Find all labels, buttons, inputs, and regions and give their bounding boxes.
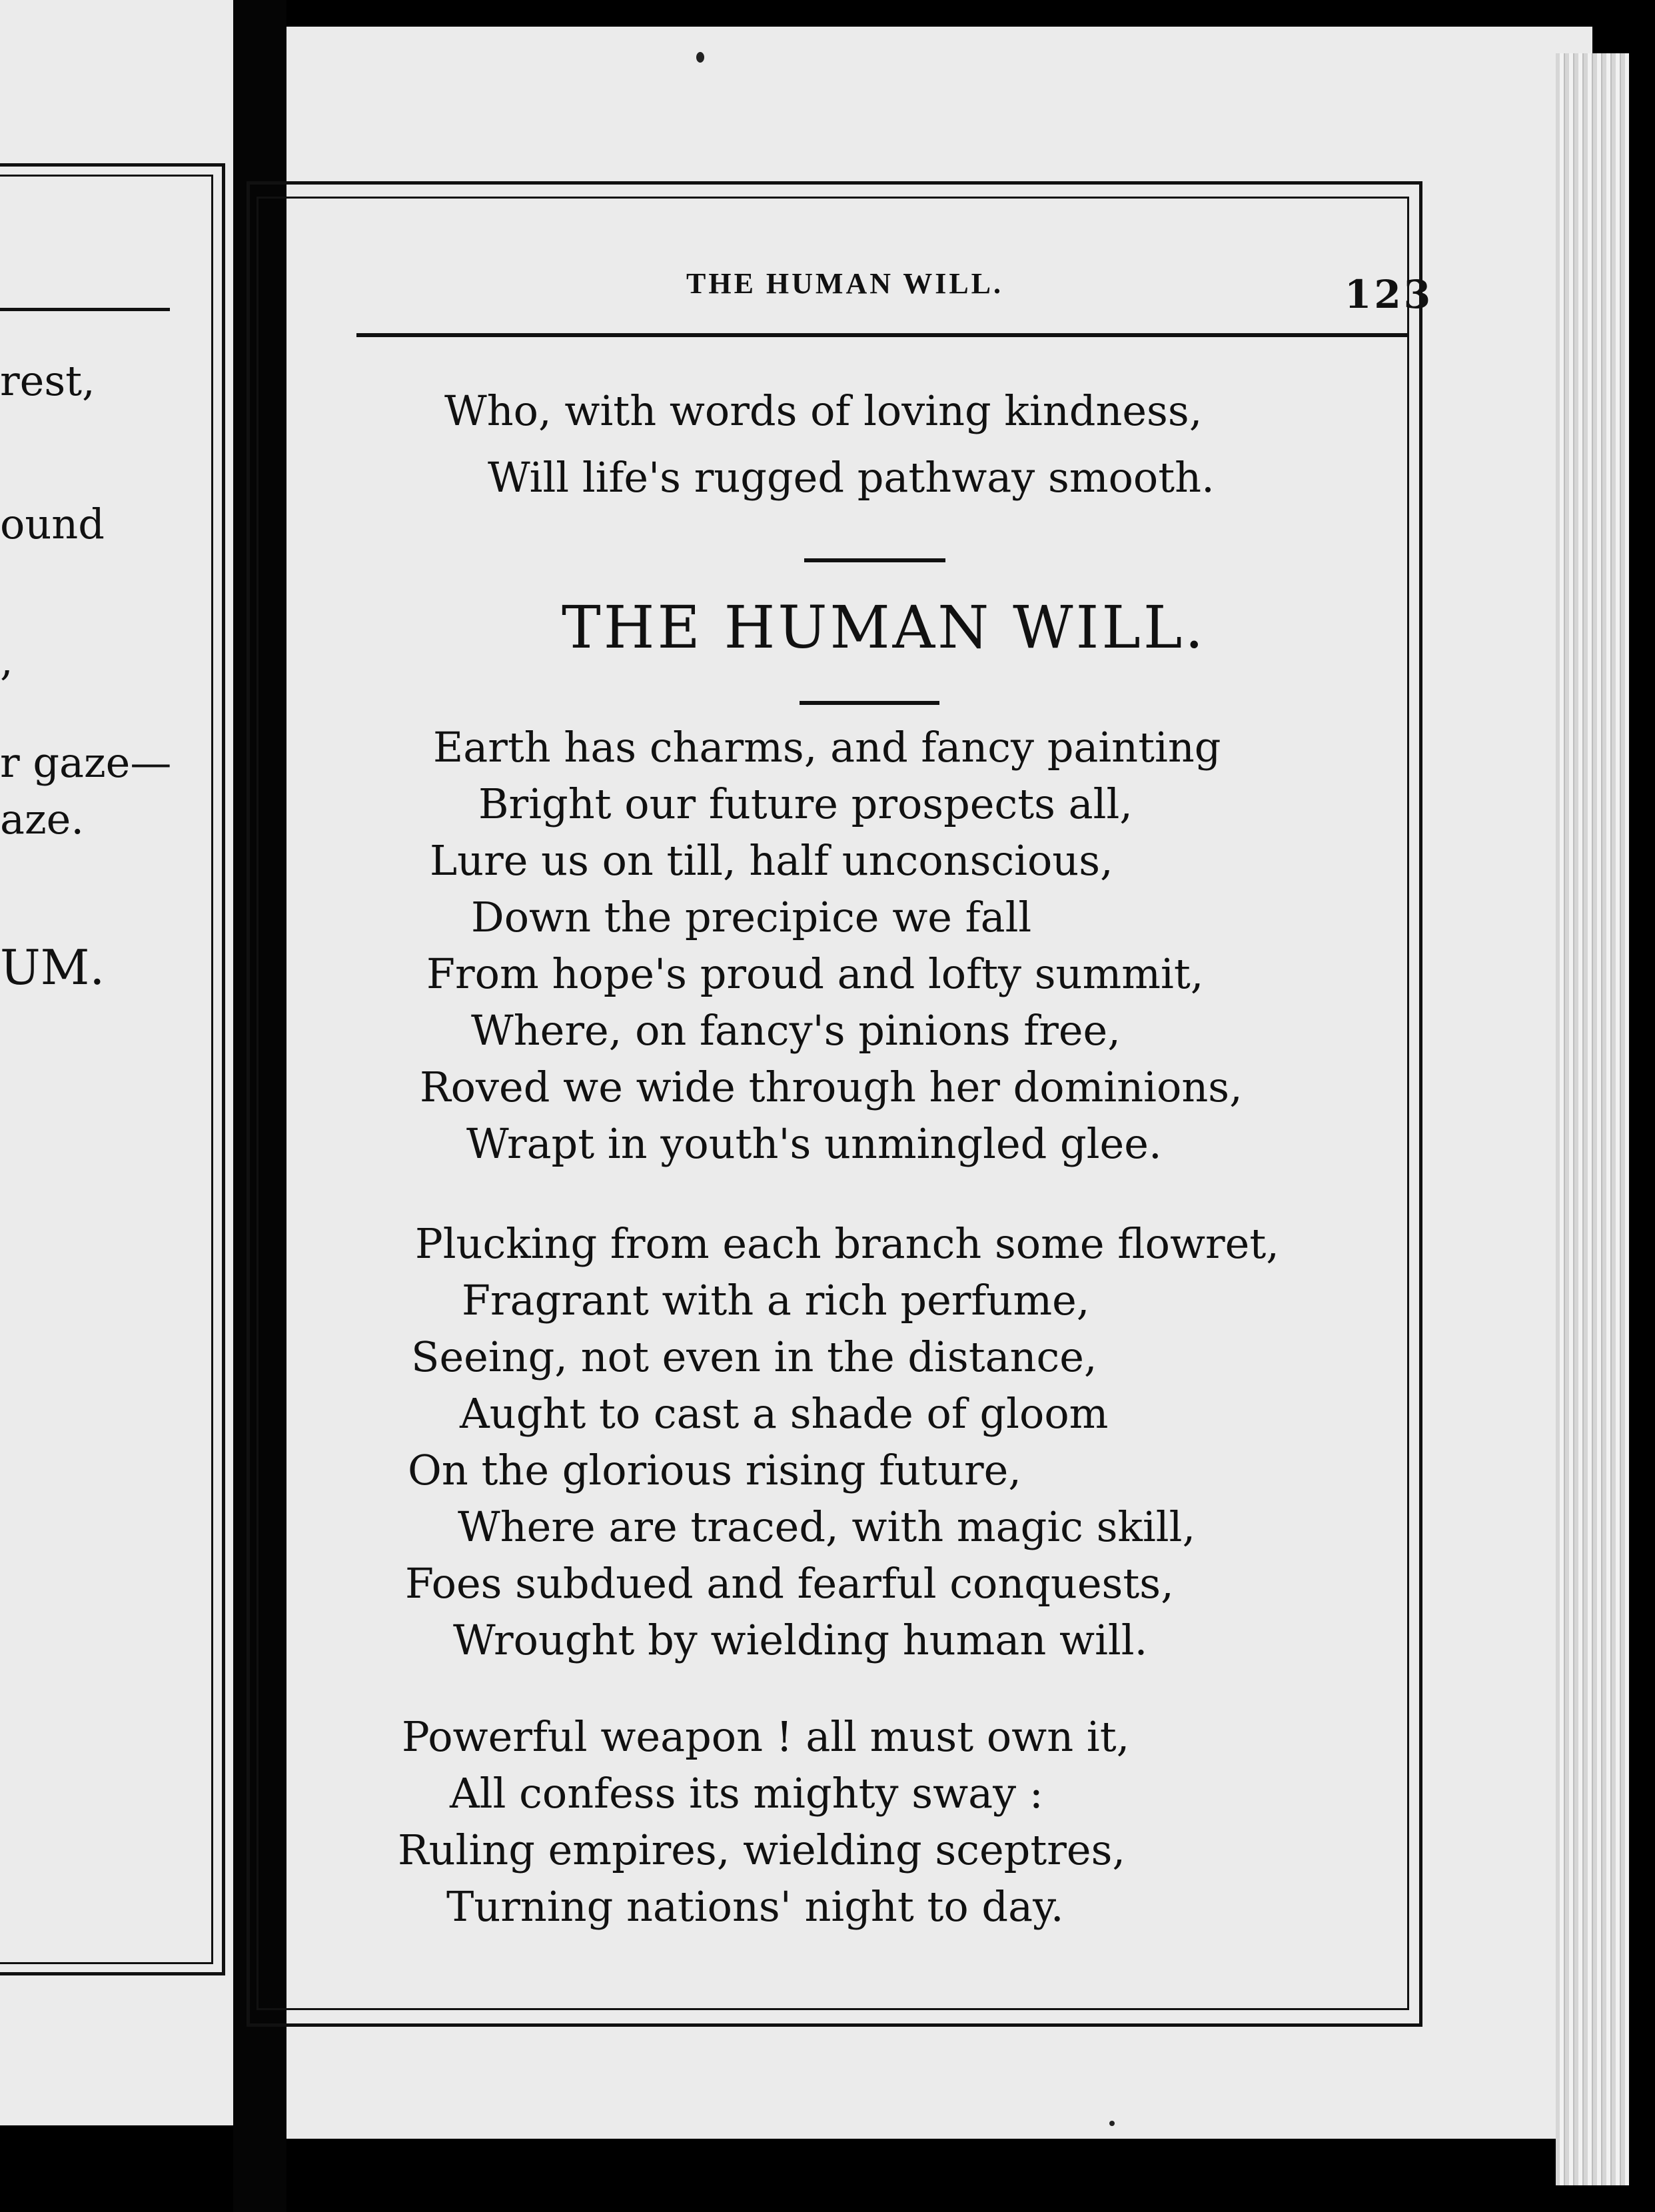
verse-line: Wrapt in youth's unmingled glee. xyxy=(466,1119,1162,1168)
verse-line: Will life's rugged pathway smooth. xyxy=(488,453,1215,502)
print-speck xyxy=(1109,2121,1115,2126)
verse-line: Lure us on till, half unconscious, xyxy=(430,836,1113,885)
left-heading-fragment: UM. xyxy=(0,939,105,995)
verse-line: Down the precipice we fall xyxy=(471,893,1032,941)
left-text-fragment: ound xyxy=(0,500,105,548)
title-underline-rule xyxy=(800,701,939,705)
verse-line: Fragrant with a rich perfume, xyxy=(462,1276,1090,1325)
verse-line: All confess its mighty sway : xyxy=(450,1769,1043,1818)
verse-line: Roved we wide through her dominions, xyxy=(420,1063,1243,1111)
verse-line: Foes subdued and fearful conquests, xyxy=(405,1559,1174,1608)
verse-line: Powerful weapon ! all must own it, xyxy=(402,1712,1130,1761)
running-head-rule xyxy=(356,333,1409,337)
left-facing-page xyxy=(0,0,233,2125)
verse-line: Aught to cast a shade of gloom xyxy=(460,1389,1109,1438)
poem-title: THE HUMAN WILL. xyxy=(562,593,1207,662)
verse-line: Where are traced, with magic skill, xyxy=(458,1502,1196,1551)
left-text-fragment: r gaze— xyxy=(0,738,172,787)
verse-line: Plucking from each branch some flowret, xyxy=(415,1219,1279,1268)
left-page-head-rule xyxy=(0,308,170,311)
verse-line: From hope's proud and lofty summit, xyxy=(426,949,1204,998)
left-text-fragment: aze. xyxy=(0,795,85,843)
verse-line: Who, with words of loving kindness, xyxy=(444,386,1203,435)
section-divider-rule xyxy=(804,558,945,562)
verse-line: Seeing, not even in the distance, xyxy=(411,1333,1097,1381)
verse-line: Bright our future prospects all, xyxy=(478,780,1133,828)
page-edges xyxy=(1556,53,1629,2185)
verse-line: Where, on fancy's pinions free, xyxy=(471,1006,1121,1055)
left-text-fragment: rest, xyxy=(0,356,95,405)
verse-line: On the glorious rising future, xyxy=(408,1446,1022,1494)
verse-line: Turning nations' night to day. xyxy=(446,1882,1064,1931)
verse-line: Earth has charms, and fancy painting xyxy=(433,723,1221,772)
page-number: 123 xyxy=(1345,272,1434,317)
print-speck xyxy=(696,52,704,63)
verse-line: Ruling empires, wielding sceptres, xyxy=(398,1826,1126,1874)
verse-line: Wrought by wielding human will. xyxy=(453,1616,1148,1664)
left-page-inner-border xyxy=(0,175,213,1964)
running-head: THE HUMAN WILL. xyxy=(686,267,1004,300)
left-text-fragment: , xyxy=(0,636,13,685)
